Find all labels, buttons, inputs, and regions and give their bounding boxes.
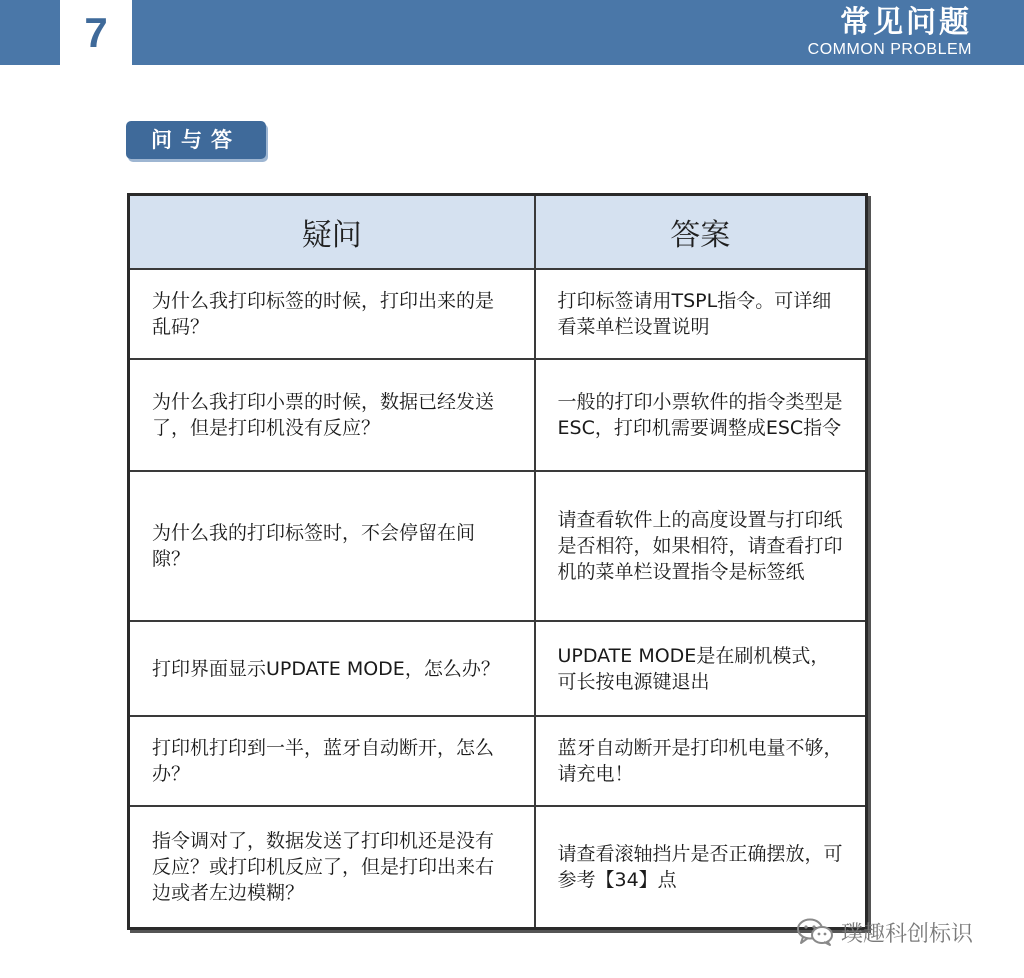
column-header-question: 疑问 bbox=[129, 195, 535, 270]
column-header-answer: 答案 bbox=[535, 195, 867, 270]
answer-cell: 请查看滚轴挡片是否正确摆放，可参考【34】点 bbox=[535, 806, 867, 928]
answer-cell: 请查看软件上的高度设置与打印纸是否相符，如果相符，请查看打印机的菜单栏设置指令是标签纸 bbox=[535, 471, 867, 621]
qa-table bbox=[127, 193, 868, 930]
table-row bbox=[129, 269, 867, 359]
answer-cell: UPDATE MODE是在刷机模式，可长按电源键退出 bbox=[535, 621, 867, 716]
section-tag: 问与答 bbox=[126, 121, 266, 159]
question-cell: 打印界面显示UPDATE MODE，怎么办？ bbox=[129, 621, 535, 716]
table-row bbox=[129, 621, 867, 716]
question-cell: 打印机打印到一半，蓝牙自动断开，怎么办？ bbox=[129, 716, 535, 806]
answer-cell: 蓝牙自动断开是打印机电量不够，请充电！ bbox=[535, 716, 867, 806]
question-cell: 为什么我的打印标签时，不会停留在间隙？ bbox=[129, 471, 535, 621]
wechat-icon bbox=[795, 917, 835, 947]
watermark bbox=[795, 917, 973, 947]
table-row bbox=[129, 359, 867, 471]
table-row bbox=[129, 806, 867, 928]
page-subtitle: COMMON PROBLEM bbox=[807, 41, 972, 58]
answer-cell: 打印标签请用TSPL指令。可详细看菜单栏设置说明 bbox=[535, 269, 867, 359]
table-row bbox=[129, 471, 867, 621]
question-cell: 指令调对了，数据发送了打印机还是没有反应？或打印机反应了，但是打印出来右边或者左边模糊？ bbox=[129, 806, 535, 928]
page-title: 常见问题 bbox=[840, 5, 972, 40]
watermark-text: 璞趣科创标识 bbox=[841, 921, 974, 947]
question-cell: 为什么我打印标签的时候，打印出来的是乱码？ bbox=[129, 269, 535, 359]
table-row bbox=[129, 716, 867, 806]
table-header-row bbox=[129, 195, 867, 270]
answer-cell: 一般的打印小票软件的指令类型是ESC，打印机需要调整成ESC指令 bbox=[535, 359, 867, 471]
chapter-number: 7 bbox=[84, 9, 108, 56]
question-cell: 为什么我打印小票的时候，数据已经发送了，但是打印机没有反应？ bbox=[129, 359, 535, 471]
